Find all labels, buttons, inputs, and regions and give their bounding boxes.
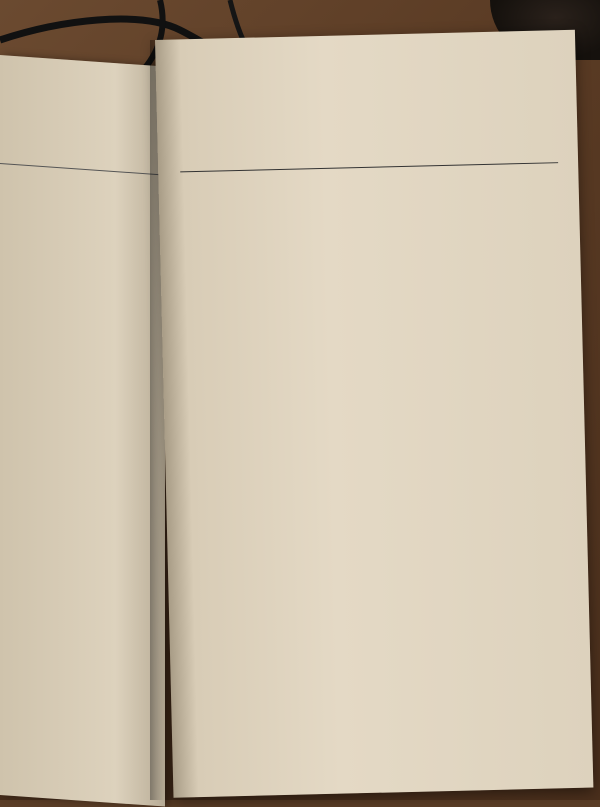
chapter-number xyxy=(160,233,580,243)
right-page xyxy=(155,30,593,798)
story-title xyxy=(159,213,579,223)
left-page xyxy=(0,55,165,807)
left-page-rule xyxy=(0,163,160,175)
title-rule xyxy=(180,162,558,173)
